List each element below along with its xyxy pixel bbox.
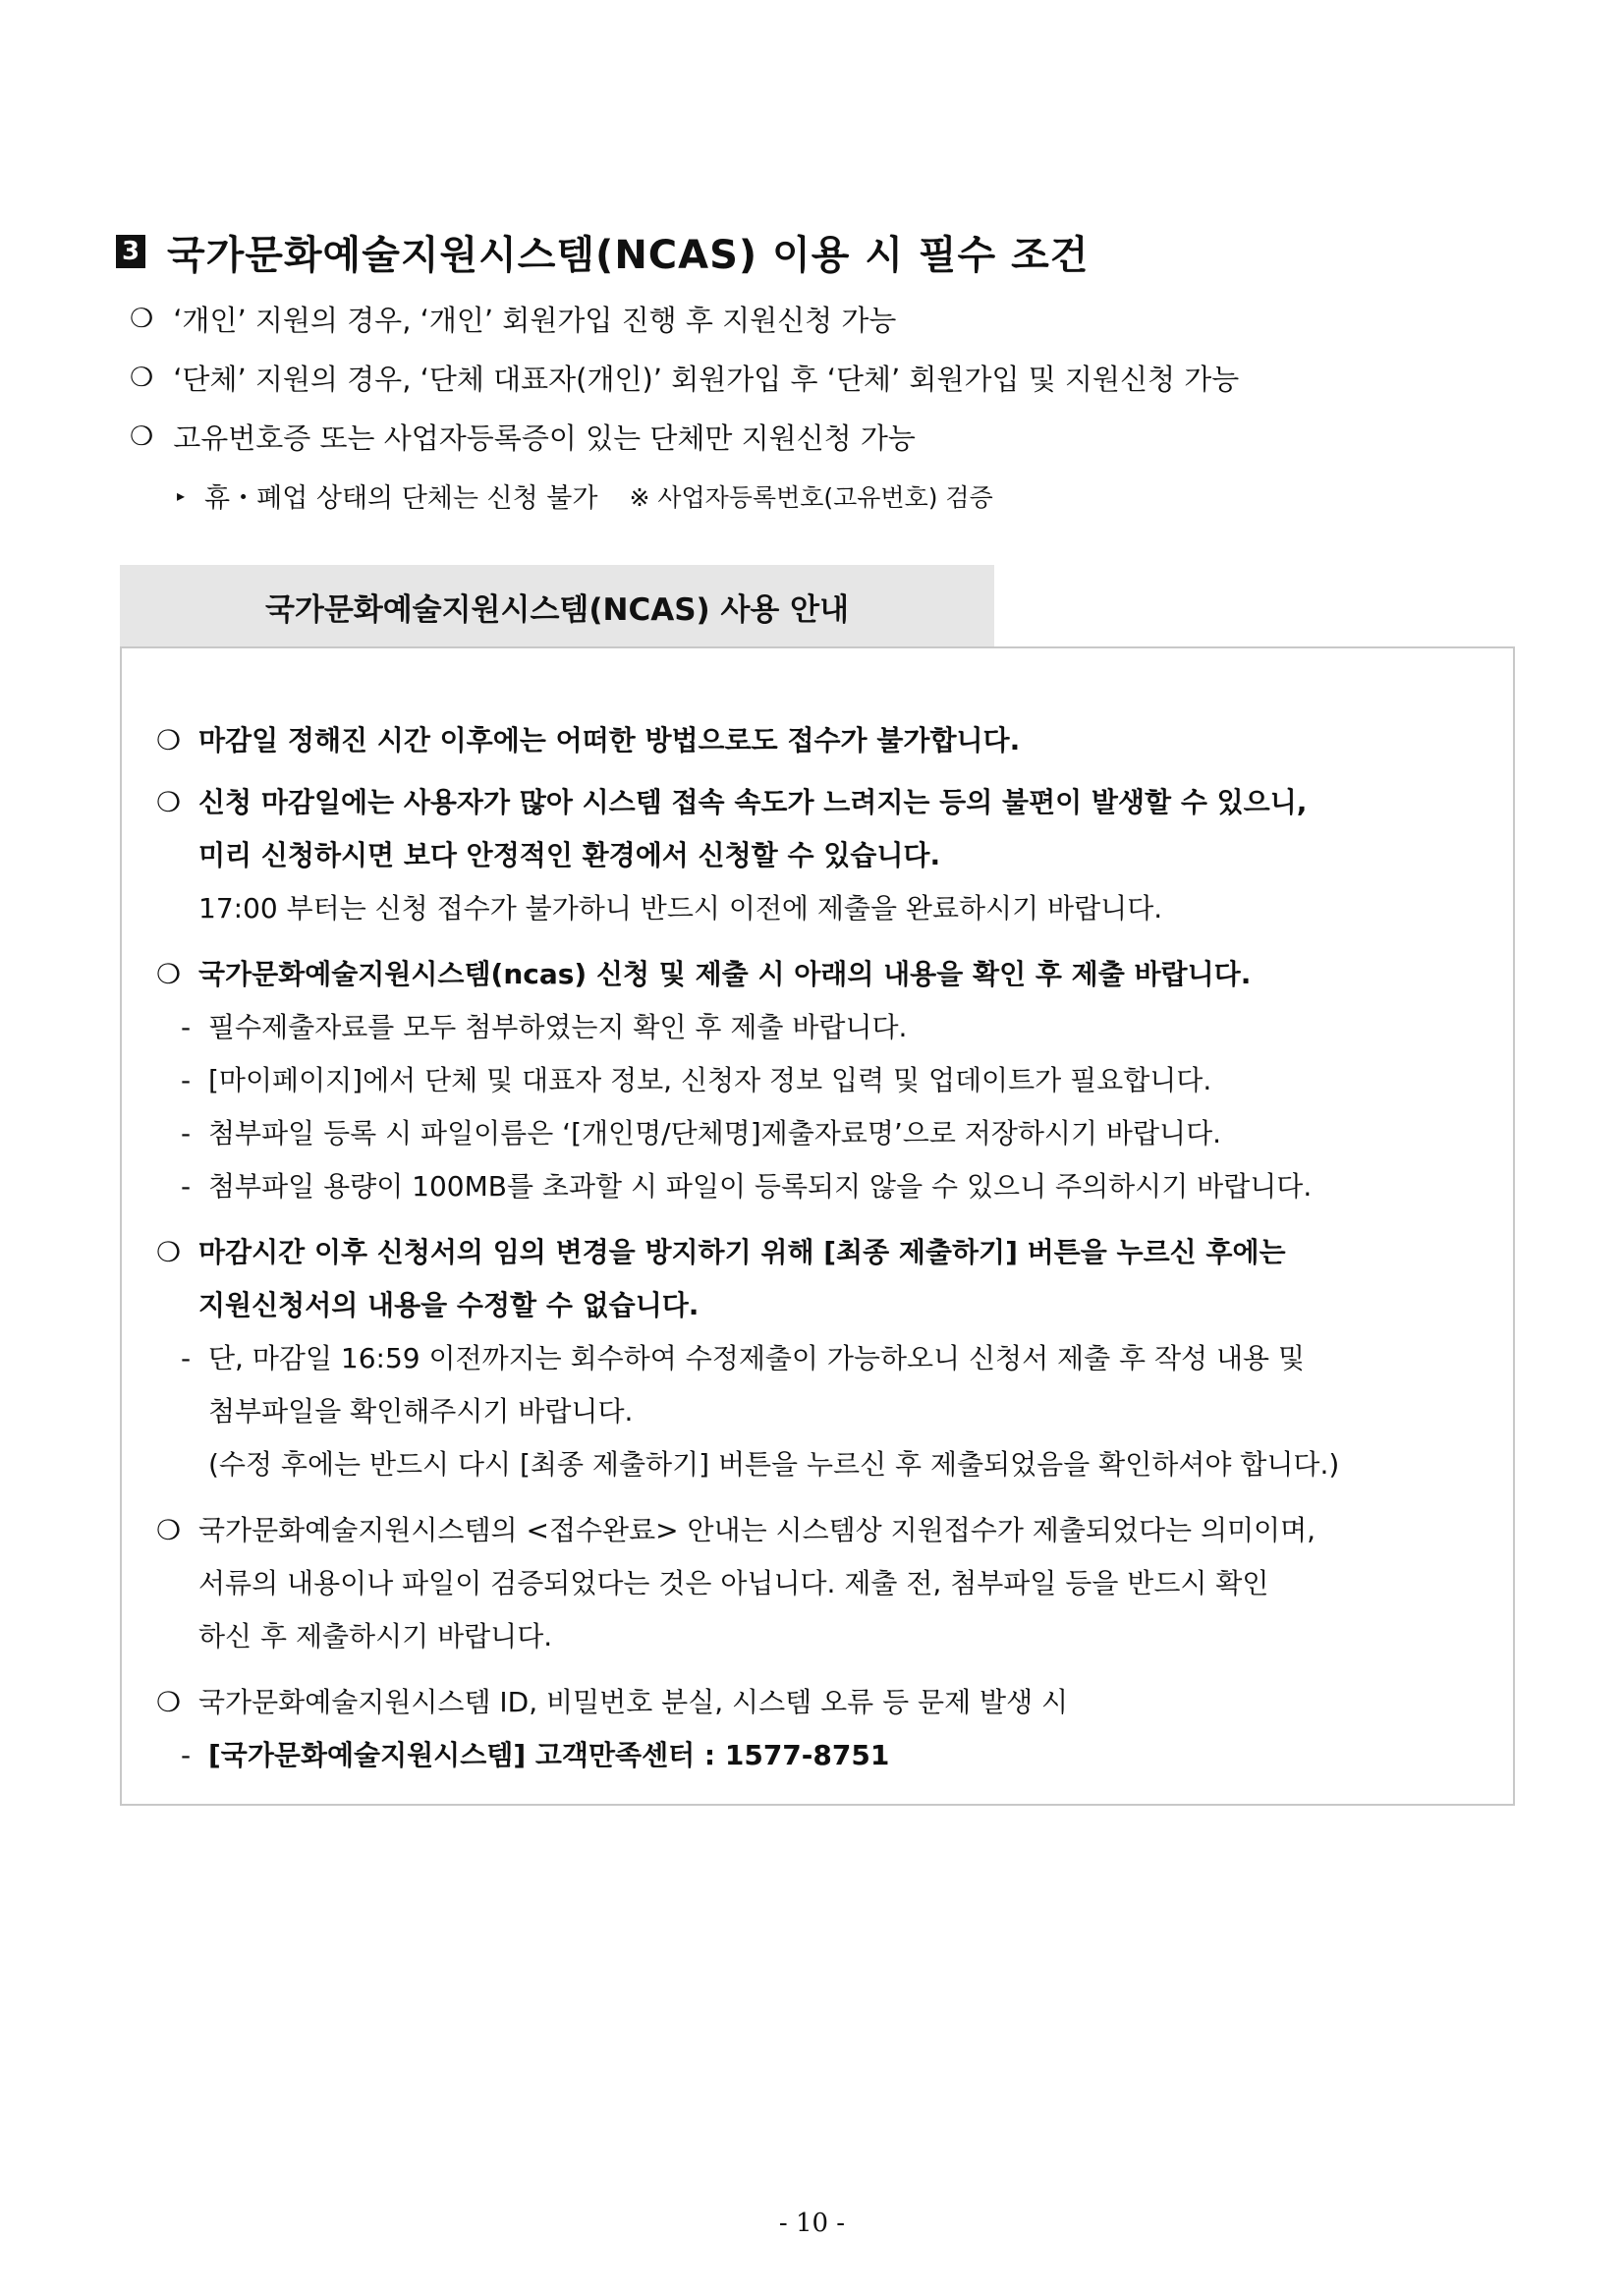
sub-condition-text: 휴・폐업 상태의 단체는 신청 불가 [204, 483, 598, 514]
notice-item-text: 국가문화예술지원시스템(ncas) 신청 및 제출 시 아래의 내용을 확인 후 제출 바랍니다. [198, 958, 1252, 990]
condition-item [130, 358, 1239, 398]
notice-item-continuation: 서류의 내용이나 파일이 검증되었다는 것은 아닙니다. 제출 전, 첨부파일 등을 반드시 확인 [198, 1567, 1269, 1599]
section-number-badge: 3 [116, 235, 145, 268]
notice-item-text: 국가문화예술지원시스템 ID, 비밀번호 분실, 시스템 오류 등 문제 발생 시 [198, 1686, 1069, 1718]
page-number: - 10 - [778, 2209, 846, 2238]
notice-item-continuation: 하신 후 제출하시기 바랍니다. [198, 1620, 553, 1652]
condition-item [130, 417, 916, 457]
notice-item [156, 781, 1307, 820]
circle-bullet-icon: ❍ [130, 421, 154, 452]
circle-bullet-icon: ❍ [156, 724, 182, 756]
notice-item [156, 1681, 1068, 1720]
notice-sub-continuation: 첨부파일을 확인해주시기 바랍니다. [208, 1395, 634, 1428]
condition-text: 고유번호증 또는 사업자등록증이 있는 단체만 지원신청 가능 [173, 421, 916, 455]
circle-bullet-icon: ❍ [130, 363, 154, 393]
contact-center-text: [국가문화예술지원시스템] 고객만족센터 : 1577-8751 [208, 1739, 890, 1771]
notice-sub-text: 첨부파일 등록 시 파일이름은 ‘[개인명/단체명]제출자료명’으로 저장하시기 바랍니다. [208, 1117, 1222, 1149]
circle-bullet-icon: ❍ [156, 1514, 182, 1546]
circle-bullet-icon: ❍ [156, 958, 182, 990]
circle-bullet-icon: ❍ [130, 304, 154, 334]
dash-bullet: - [181, 1011, 192, 1043]
sub-condition-note: ※ 사업자등록번호(고유번호) 검증 [629, 482, 993, 512]
circle-bullet-icon: ❍ [156, 1236, 182, 1268]
condition-text: ‘단체’ 지원의 경우, ‘단체 대표자(개인)’ 회원가입 후 ‘단체’ 회원가입 및 지원신청 가능 [173, 363, 1240, 396]
notice-sub-item [181, 1337, 1305, 1376]
notice-sub-item [181, 1112, 1221, 1151]
dash-bullet: - [181, 1342, 192, 1374]
circle-bullet-icon: ❍ [156, 786, 182, 818]
notice-item-text: 국가문화예술지원시스템의 <접수완료> 안내는 시스템상 지원접수가 제출되었다는 의미이며, [198, 1514, 1316, 1546]
notice-sub-text: [마이페이지]에서 단체 및 대표자 정보, 신청자 정보 입력 및 업데이트가 필요합니다. [208, 1064, 1212, 1096]
notice-sub-continuation: (수정 후에는 반드시 다시 [최종 제출하기] 버튼을 누르신 후 제출되었음을 확인하셔야 합니다.) [208, 1448, 1340, 1481]
circle-bullet-icon: ❍ [156, 1686, 182, 1718]
notice-item [156, 719, 1020, 758]
notice-item-text: 마감시간 이후 신청서의 임의 변경을 방지하기 위해 [최종 제출하기] 버튼을 누르신 후에는 [198, 1236, 1286, 1268]
notice-item [156, 1509, 1316, 1548]
dash-bullet: - [181, 1117, 192, 1149]
sub-condition [177, 476, 993, 515]
notice-tab-label: 국가문화예술지원시스템(NCAS) 사용 안내 [120, 565, 994, 647]
dash-bullet: - [181, 1064, 192, 1096]
section-heading [116, 224, 1089, 279]
condition-text: ‘개인’ 지원의 경우, ‘개인’ 회원가입 진행 후 지원신청 가능 [173, 304, 897, 337]
notice-sub-text: 단, 마감일 16:59 이전까지는 회수하여 수정제출이 가능하오니 신청서 제출 후 작성 내용 및 [208, 1342, 1306, 1374]
notice-item-text: 마감일 정해진 시간 이후에는 어떠한 방법으로도 접수가 불가합니다. [198, 724, 1021, 756]
condition-item [130, 299, 896, 339]
notice-sub-item [181, 1059, 1211, 1098]
notice-item-text: 신청 마감일에는 사용자가 많아 시스템 접속 속도가 느려지는 등의 불편이 발생할 수 있으니, [198, 786, 1308, 818]
triangle-bullet-icon: ▸ [177, 486, 186, 505]
notice-item [156, 953, 1251, 992]
notice-item-continuation: 지원신청서의 내용을 수정할 수 없습니다. [198, 1289, 700, 1321]
notice-sub-item [181, 1006, 907, 1045]
dash-bullet: - [181, 1739, 192, 1771]
notice-item-continuation: 17:00 부터는 신청 접수가 불가하니 반드시 이전에 제출을 완료하시기 바랍니다. [198, 892, 1163, 924]
notice-sub-item [181, 1734, 889, 1773]
notice-sub-text: 첨부파일 용량이 100MB를 초과할 시 파일이 등록되지 않을 수 있으니 주의하시기 바랍니다. [208, 1170, 1313, 1203]
notice-box [120, 646, 1515, 1806]
notice-sub-text: 필수제출자료를 모두 첨부하였는지 확인 후 제출 바랍니다. [208, 1011, 908, 1043]
notice-item-continuation: 미리 신청하시면 보다 안정적인 환경에서 신청할 수 있습니다. [198, 839, 941, 871]
notice-item [156, 1231, 1286, 1270]
dash-bullet: - [181, 1170, 192, 1203]
notice-sub-item [181, 1165, 1312, 1204]
section-title: 국가문화예술지원시스템(NCAS) 이용 시 필수 조건 [167, 232, 1090, 278]
